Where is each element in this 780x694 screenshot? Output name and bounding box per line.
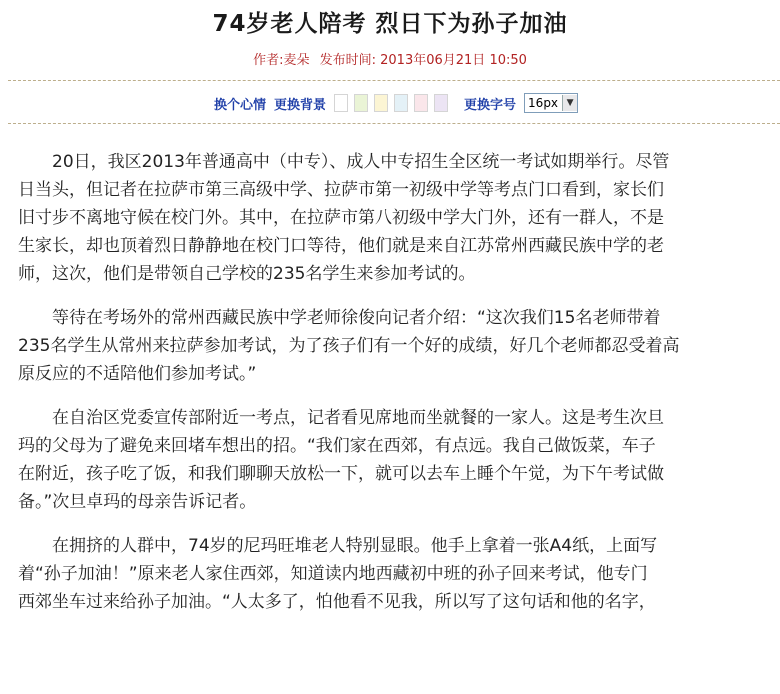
paragraph-line: 在拥挤的人群中，74岁的尼玛旺堆老人特别显眼。他手上拿着一张A4纸，上面写 (52, 536, 658, 556)
reading-toolbar (214, 92, 578, 114)
paragraph-line: 旧寸步不离地守候在校门外。其中，在拉萨市第八初级中学大门外，还有一群人，不是 (18, 208, 664, 228)
bg-swatch-yellow[interactable] (374, 94, 388, 112)
change-font-size-label: 更换字号 (464, 97, 517, 113)
change-background-link[interactable]: 更换背景 (274, 97, 327, 113)
paragraph-line: 等待在考场外的常州西藏民族中学老师徐俊向记者介绍：“这次我们15名老师带着 (52, 308, 661, 328)
paragraph-line: 235名学生从常州来拉萨参加考试，为了孩子们有一个好的成绩，好几个老师都忍受着高 (18, 336, 680, 356)
article-paragraph (18, 404, 780, 516)
paragraph-line: 生家长，却也顶着烈日静静地在校门口等待，他们就是来自江苏常州西藏民族中学的老 (18, 236, 664, 256)
bg-swatch-blue[interactable] (394, 94, 408, 112)
font-size-select[interactable] (524, 93, 578, 113)
background-swatches (334, 94, 454, 112)
paragraph-line: 玛的父母为了避免来回堵车想出的招。“我们家在西郊，有点远。我自己做饭菜，车子 (18, 436, 656, 456)
article-meta (0, 50, 780, 72)
font-size-value: 16px (528, 96, 559, 110)
divider-top (8, 80, 780, 81)
paragraph-line: 20日，我区2013年普通高中（中专）、成人中专招生全区统一考试如期举行。尽管 (52, 152, 670, 172)
bg-swatch-purple[interactable] (434, 94, 448, 112)
publish-date: 发布时间: 2013年06月21日 10:50 (319, 53, 527, 68)
bg-swatch-white[interactable] (334, 94, 348, 112)
paragraph-line: 原反应的不适陪他们参加考试。” (18, 364, 257, 384)
paragraph-line: 日当头，但记者在拉萨市第三高级中学、拉萨市第一初级中学等考点门口看到，家长们 (18, 180, 664, 200)
article-body (18, 148, 780, 632)
change-mood-link[interactable]: 换个心情 (214, 97, 267, 113)
paragraph-line: 着“孙子加油！”原来老人家住西郊，知道读内地西藏初中班的孙子回来考试，他专门 (18, 564, 648, 584)
article-paragraph (18, 304, 780, 388)
chevron-down-icon[interactable]: ▼ (562, 95, 577, 111)
paragraph-line: 在附近，孩子吃了饭，和我们聊聊天放松一下，就可以去车上睡个午觉，为下午考试做 (18, 464, 664, 484)
paragraph-line: 备。”次旦卓玛的母亲告诉记者。 (18, 492, 257, 512)
page-title: 74岁老人陪考 烈日下为孙子加油 (212, 11, 568, 37)
paragraph-line: 西郊坐车过来给孙子加油。“人太多了，怕他看不见我，所以写了这句话和他的名字， (18, 592, 656, 612)
paragraph-line: 师，这次，他们是带领自己学校的235名学生来参加考试的。 (18, 264, 476, 284)
article-paragraph (18, 532, 780, 616)
bg-swatch-pink[interactable] (414, 94, 428, 112)
article-paragraph (18, 148, 780, 288)
bg-swatch-green[interactable] (354, 94, 368, 112)
author-label: 作者:麦朵 (253, 53, 310, 68)
divider-bottom (8, 123, 780, 124)
paragraph-line: 在自治区党委宣传部附近一考点，记者看见席地而坐就餐的一家人。这是考生次旦 (52, 408, 664, 428)
